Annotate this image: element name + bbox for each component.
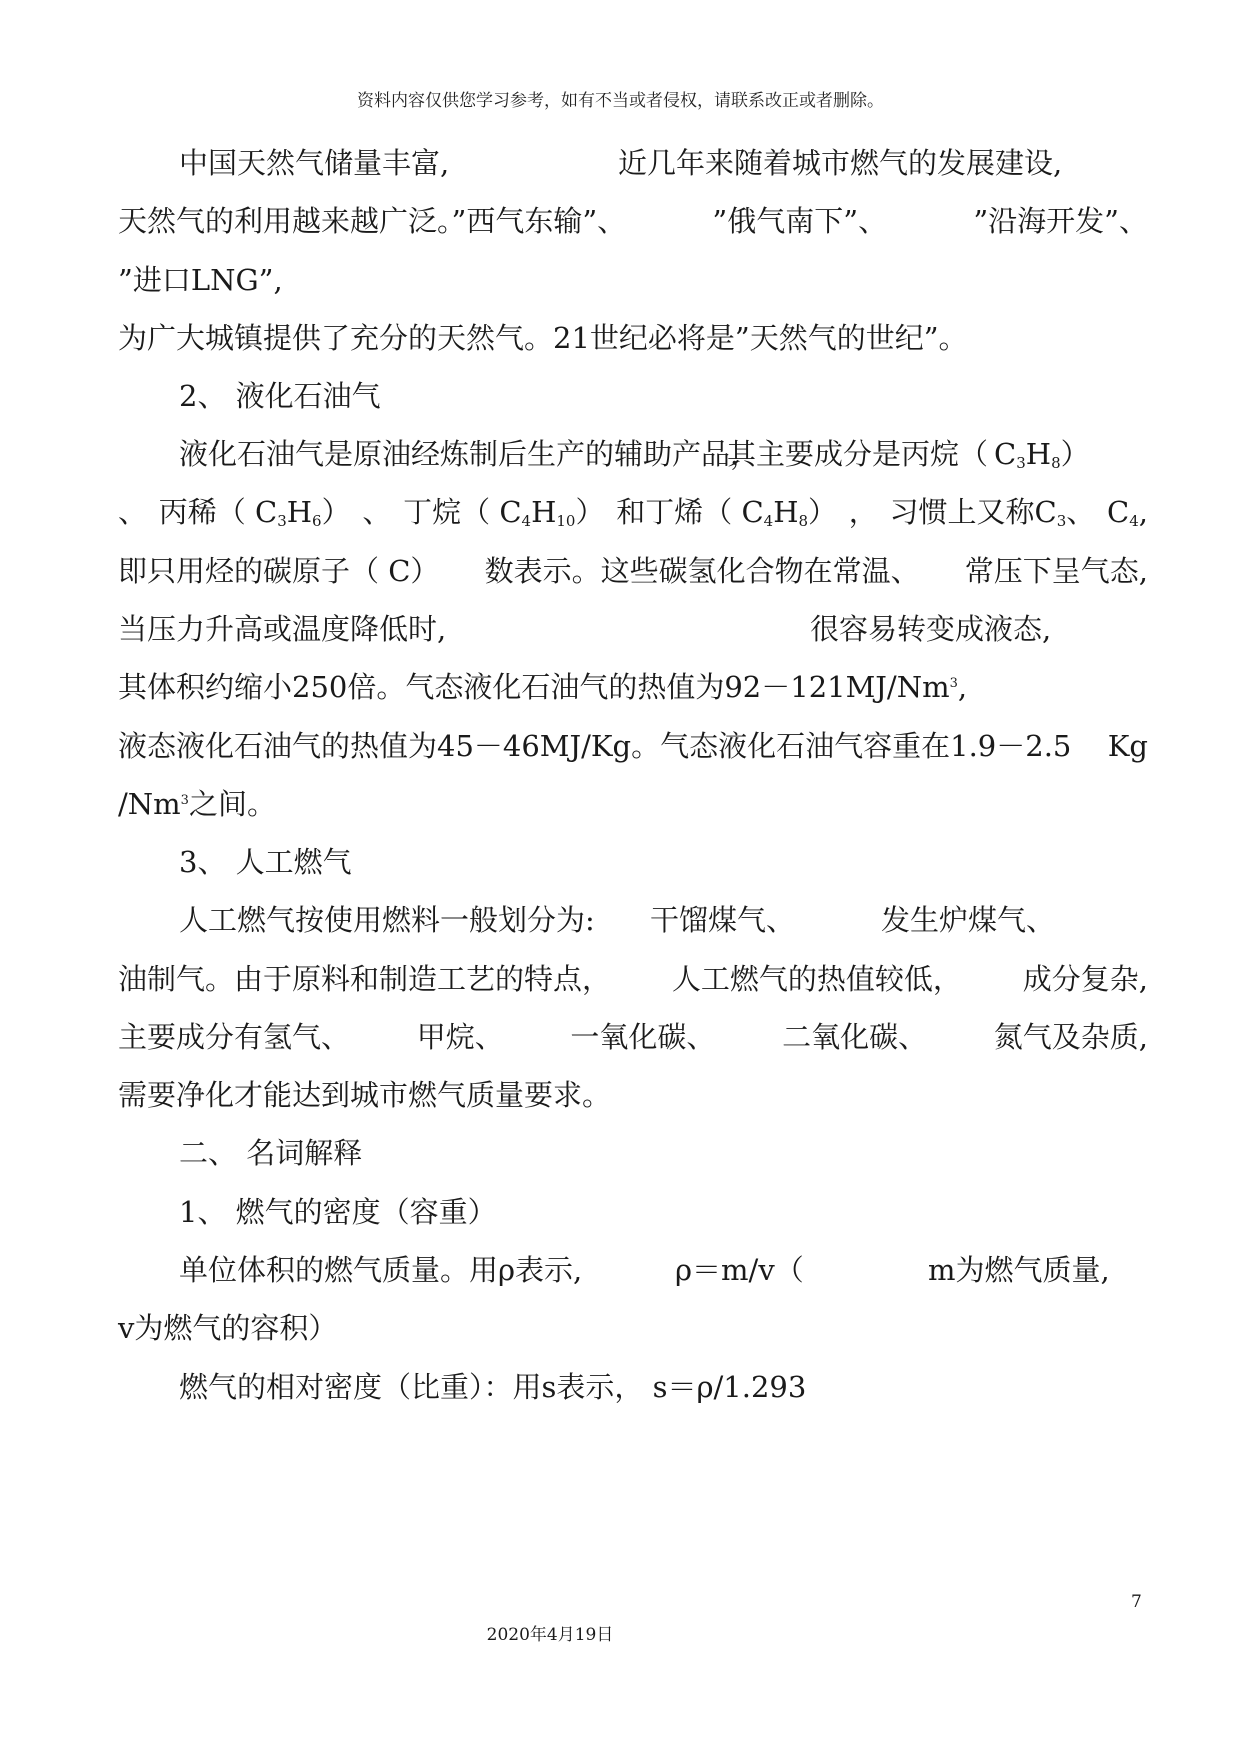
text-run: 天然气的利用越来越广泛。”西气东输”、 xyxy=(118,204,627,238)
para-line xyxy=(118,201,1148,241)
para-line: /Nm$^3$之间。 xyxy=(118,787,276,821)
para-line: 液态液化石油气的热值为45－46MJ/Kg。气态液化石油气容重在1.9－2.5 Kg xyxy=(118,729,1148,763)
text-run: 中国天然气储量丰富, xyxy=(179,146,450,180)
text-run: 很容易转变成液态, xyxy=(810,612,1052,646)
formula-c4h10: 丁烷（ $C_4H_{10}$） xyxy=(403,495,605,530)
page-number: 7 xyxy=(1131,1592,1142,1612)
para-line: 即只用烃的碳原子（ C） 数表示。这些碳氢化合物在常温、 常压下呈气态, xyxy=(118,554,1148,588)
section-heading: 3、 人工燃气 xyxy=(179,845,352,879)
para-line: 其体积约缩小250倍。气态液化石油气的热值为$92-121MJ/Nm^3$, xyxy=(118,670,968,704)
formula-c3h8: 其主要成分是丙烷（ $C_3H_8$） xyxy=(727,437,1090,472)
section-heading: 2、 液化石油气 xyxy=(179,379,381,413)
text-run: 液化石油气是原油经炼制后生产的辅助产品， xyxy=(179,437,760,471)
section-heading: 二、 名词解释 xyxy=(179,1136,363,1170)
para-line: ”进口LNG”, xyxy=(118,263,283,297)
text-run: 当压力升高或温度降低时, xyxy=(118,612,447,646)
section-heading: 1、 燃气的密度（容重） xyxy=(179,1195,497,1229)
para-line: 主要成分有氢气、 甲烷、 一氧化碳、 二氧化碳、 氮气及杂质, xyxy=(118,1020,1148,1054)
text-run: ”沿海开发”、 xyxy=(973,204,1148,238)
text-run: ”俄气南下”、 xyxy=(712,204,888,238)
para-line: v为燃气的容积） xyxy=(118,1311,338,1345)
page-header-notice: 资料内容仅供您学习参考，如有不当或者侵权，请联系改正或者删除。 xyxy=(357,91,884,111)
formula-c4h8: 和丁烯（ $C_4H_8$） xyxy=(616,495,838,530)
para-line: 油制气。由于原料和制造工艺的特点， 人工燃气的热值较低， 成分复杂, xyxy=(118,962,1148,996)
footer-date: 2020年4月19日 xyxy=(486,1625,614,1645)
para-line: 为广大城镇提供了充分的天然气。21世纪必将是”天然气的世纪”。 xyxy=(118,321,968,355)
para-line: 、 丙稀（ $C_3H_6$） 、 丁烷（ $C_4H_{10}$） 和丁烯（ $C_4H_8$） ， 习惯上又称$C_3$、 $C_4$, xyxy=(118,492,1148,532)
text-run: 近几年来随着城市燃气的发展建设, xyxy=(618,146,1063,180)
formula-c3h6: 丙稀（ $C_3H_6$） xyxy=(158,495,351,530)
para-line: 需要净化才能达到城市燃气质量要求。 xyxy=(118,1078,612,1112)
para-line: 燃气的相对密度（比重）：用s表示， s＝ρ/1.293 xyxy=(179,1370,807,1404)
